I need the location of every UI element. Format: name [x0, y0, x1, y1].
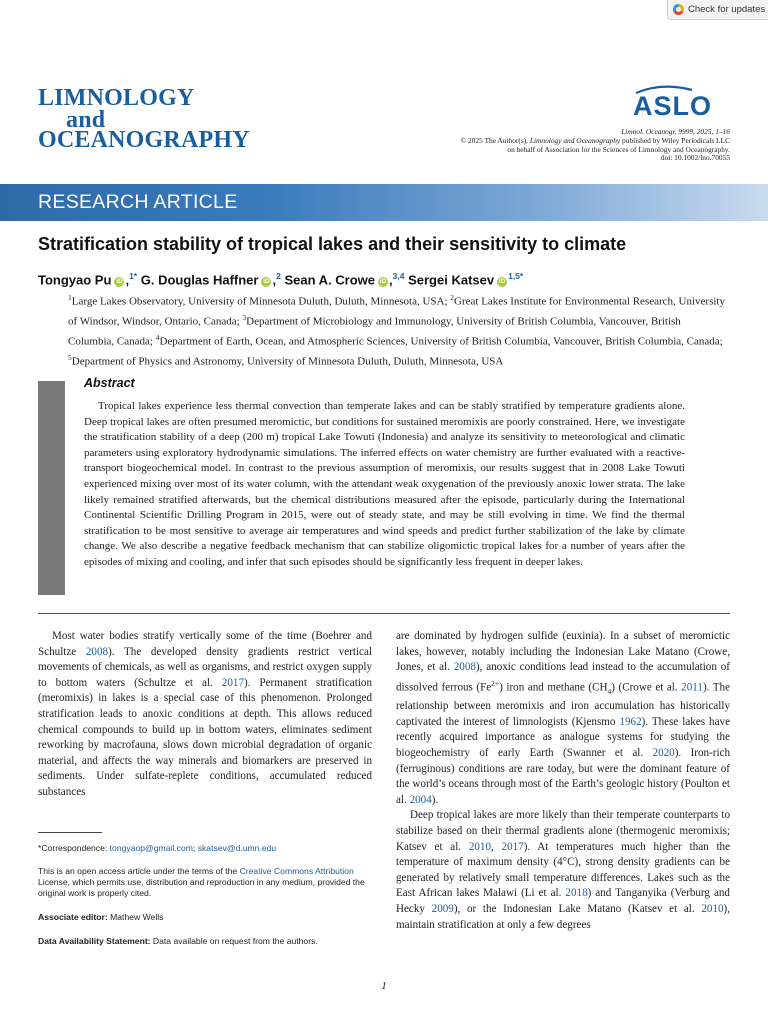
footnote-rule	[38, 832, 102, 833]
orcid-icon[interactable]: iD	[379, 278, 387, 286]
article-title: Stratification stability of tropical lakes and their sensitivity to climate	[38, 234, 627, 254]
citation-link[interactable]: 2017	[221, 676, 244, 689]
doi-line: doi: 10.1002/lno.70055	[660, 153, 730, 162]
article-type-label: RESEARCH ARTICLE	[38, 191, 238, 213]
affiliations: $^1$Large Lakes Observatory, University of Minnesota Duluth, Duluth, Minnesota, USA; $^2$Great Lakes Institute for Environmental Research, University of Windsor, Windsor, Ontario, Canada; $^3$Department of Microbiology and Immunology, University of British Columbia, Vancouver, British Columbia, Canada; $^4$Department of Earth, Ocean, and Atmospheric Sciences, University of British Columbia, Vancouver, British Columbia, Canada; $^5$Department of Physics and Astronomy, University of Minnesota Duluth, Duluth, Minnesota, USA	[68, 293, 725, 368]
license-link[interactable]: Creative Commons Attribution	[239, 866, 354, 876]
journal-title-line1: LIMNOLOGY	[38, 85, 195, 111]
orcid-icon[interactable]: iD	[116, 278, 123, 286]
aslo-logo	[632, 84, 730, 118]
citation-link[interactable]: 1962	[619, 715, 642, 728]
abstract-sidebar	[38, 381, 65, 595]
email-link[interactable]: tongyaop@gmail.com	[109, 843, 193, 853]
check-for-updates-label: Check for updates	[688, 4, 766, 15]
journal-title-line2: and	[66, 107, 106, 133]
author-affil-sup[interactable]: 1*	[129, 271, 138, 281]
author-affil-sup[interactable]: 3,4	[392, 271, 405, 281]
author-name: G. Douglas Haffner	[140, 272, 259, 288]
author-affil-sup[interactable]: 1,5*	[508, 271, 524, 281]
body-paragraph: are dominated by hydrogen sulfide (euxinia). In a subset of meromictic lakes, however, notably including the Indonesian Lake Matano (Crowe, Jones, et al. 2008), anoxic conditions lead instead to the accumulation of dissolved ferrous $(Fe^{2+})$ iron and methane $(CH_4)$ (Crowe et al. 2011). The relationship between meromixis and iron accumulation has historically captivated the interest of limnologists (Kjensmo 1962). These lakes have recently acquired importance as analogue systems for studying the biogeochemistry of early Earth (Swanner et al. 2020). Iron-rich (ferruginous) conditions are rare today, but were the dominant feature of the world’s oceans through most of the Earth’s geologic history (Poulton et al. 2004).	[396, 630, 730, 806]
association-line: on behalf of Association for the Sciences of Limnology and Oceanography.	[507, 144, 730, 154]
citation-link[interactable]: 2008	[453, 661, 476, 674]
author-name: Tongyao Pu	[38, 272, 112, 288]
author-name: Sergei Katsev	[408, 272, 495, 288]
svg-text:ASLO: ASLO	[633, 91, 713, 118]
citation-link[interactable]: 2010	[468, 840, 491, 853]
associate-editor-note: Associate editor: Mathew Wells	[38, 912, 164, 922]
article-type-banner	[0, 184, 768, 221]
correspondence-note: *Correspondence: tongyaop@gmail.com; skatsev@d.umn.edu	[38, 843, 277, 853]
license-note: This is an open access article under the terms of the Creative Commons Attribution License, which permits use, distribution and reproduction in any medium, provided the original work is properly cited.	[38, 866, 365, 898]
citation-link[interactable]: 2020	[652, 747, 675, 760]
body-paragraph: Most water bodies stratify vertically some of the time (Boehrer and Schultze 2008). The developed density gradients restrict vertical movements of chemicals, as well as organisms, and restrict oxygen supply to bottom waters (Schultze et al. 2017). Permanent stratification (meromixis) in lakes is a special case of this phenomenon. Prolonged stratification leads to anoxic conditions at depth. This allows reduced chemical compounds to build up in bottom waters, eliminates sediment reworking by macrofauna, slows down microbial degradation of organic material, and affects the way minerals and biomarkers are preserved in sediments. Under sulfate-replete conditions, accumulated reduced substances	[38, 630, 372, 798]
copyright-line: © 2025 The Author(s). Limnology and Oceanography published by Wiley Periodicals LLC	[460, 136, 730, 145]
divider	[38, 613, 730, 614]
citation-link[interactable]: 2010	[701, 903, 724, 915]
citation-link[interactable]: 2008	[85, 645, 109, 658]
abstract-text: Tropical lakes experience less thermal convection than temperate lakes and can be stably stratified by temperature gradients alone. Deep tropical lakes are often presumed meromictic, but conditions for sustained meromixis are poorly constrained. Here, we investigate the stratification stability of a deep (200 m) tropical Lake Towuti (Indonesia) and analyze its sensitivity to meteorological and climatic parameters using exploratory hydrodynamic simulations. The inferred effects on water chemistry are further evaluated with a reactive-transport biogeochemical model. In contrast to the previous assumption of meromixis, our results suggest that in 2008 Lake Towuti experienced mixing over most of its water column, with the attendant weak oxygenation of the previously anoxic lower strata. The lake likely remained stratified afterwards, but the chemical distributions measured after the episode, particularly during the International Continental Scientific Drilling Program in 2015, were out of steady state, and may be still evolving in time. We find the thermal stratification to be most sensitive to average air temperatures and wind speeds and predict further stabilization of the lake by climate change. We also describe a negative feedback mechanism that can stabilize oligomictic tropical lakes for a number of years after the episodes of mixing and cooling, and infer that such episodes should be significantly less frequent in deeper lakes.	[84, 400, 685, 568]
citation-link[interactable]: 2017	[501, 840, 524, 853]
abstract-heading: Abstract	[84, 376, 135, 390]
crossmark-icon	[673, 4, 684, 15]
citation-link[interactable]: 2011	[681, 681, 703, 694]
citation-link[interactable]: 2004	[409, 793, 432, 806]
author-name: Sean A. Crowe	[284, 272, 376, 288]
page-number: 1	[381, 980, 387, 992]
author-affil-sup[interactable]: 2	[276, 271, 281, 281]
citation-link[interactable]: 2009	[431, 903, 454, 915]
check-for-updates-button[interactable]	[667, 0, 768, 20]
journal-title-line3: OCEANOGRAPHY	[38, 127, 250, 153]
citation-link[interactable]: 2018	[565, 887, 588, 900]
citation-line: Limnol. Oceanogr. 9999, 2025, 1–16	[621, 127, 730, 136]
orcid-icon[interactable]: iD	[263, 278, 270, 286]
body-column-left	[38, 629, 372, 801]
email-link[interactable]: skatsev@d.umn.edu	[197, 843, 277, 853]
orcid-icon[interactable]: iD	[498, 278, 506, 286]
author-list: Tongyao Pu iD ,$^{1*}$ G. Douglas Haffner iD ,$^2$ Sean A. Crowe iD ,$^{3,4}$ Sergei Katsev $iD^{1,5*}$	[38, 271, 524, 288]
body-paragraph: Deep tropical lakes are more likely than their temperate counterparts to stabilize based on their thermal gradients alone (thermogenic meromixis; Katsev et al. 2010, 2017). At temperatures much higher than the temperature of maximum density (4°C), strong density gradients can be generated by relatively small temperature differences. Lakes such as the East African lakes Malawi (Li et al. 2018) and Tanganyika (Verburg and Hecky 2009), or the Indonesian Lake Matano (Katsev et al. 2010), maintain stratification at only a few degrees	[396, 809, 730, 931]
body-column-right	[396, 629, 730, 933]
data-availability-note: Data Availability Statement: Data available on request from the authors.	[38, 936, 318, 946]
